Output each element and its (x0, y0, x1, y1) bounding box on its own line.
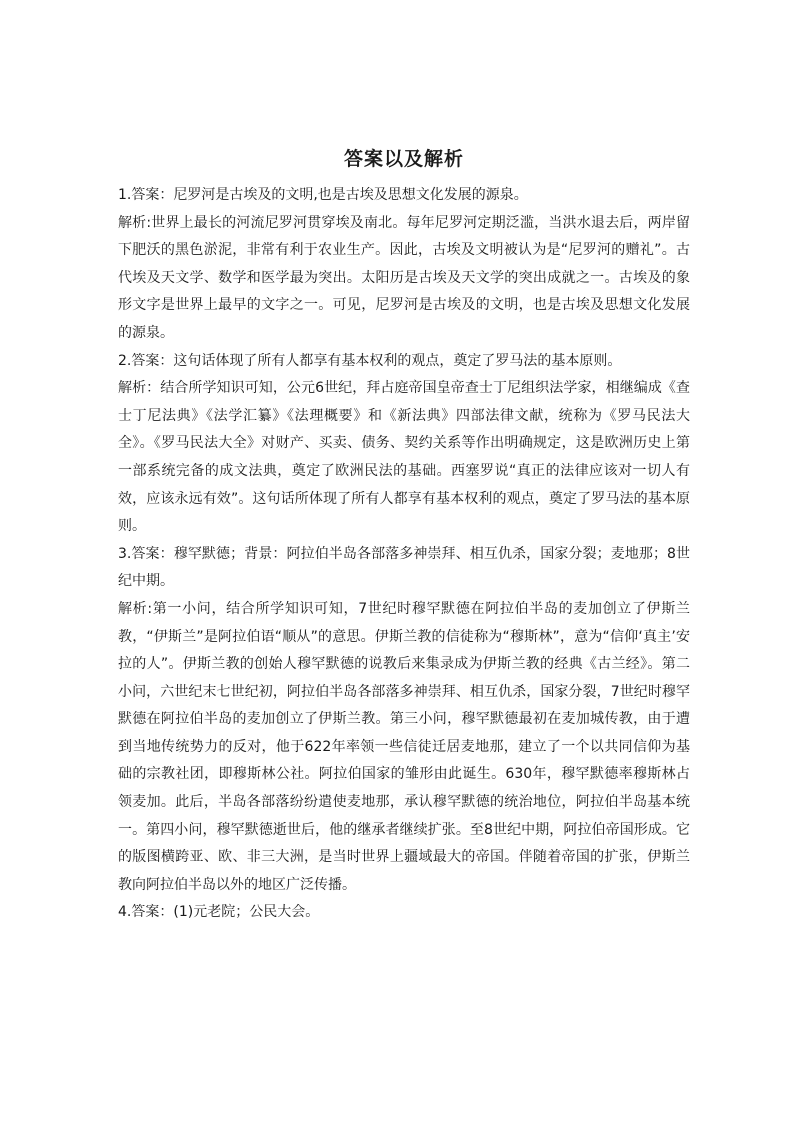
answer-4: 4.答案：(1)元老院；公民大会。 (118, 904, 320, 921)
document-title: 答案以及解析 (343, 148, 464, 170)
document-page (118, 146, 690, 927)
analysis-1: 解析:世界上最长的河流尼罗河贯穿埃及南北。每年尼罗河定期泛滥，当洪水退去后，两岸留下肥沃的黑色淤泥，非常有利于农业生产。因此，古埃及文明被认为是“尼罗河的赠礼”。古代埃及天文学、数学和医学最为突出。太阳历是古埃及天文学的突出成就之一。古埃及的象形文字是世界上最早的文字之一。可见，尼罗河是古埃及的文明，也是古埃及思想文化发展的源泉。 (118, 214, 690, 341)
answer-1: 1.答案：尼罗河是古埃及的文明,也是古埃及思想文化发展的源泉。 (118, 187, 528, 203)
analysis-2: 解析：结合所学知识可知，公元6世纪，拜占庭帝国皇帝查士丁尼组织法学家，相继编成《查士丁尼法典》《法学汇纂》《法理概要》和《新法典》四部法律文献，统称为《罗马民法大全》。《罗马民法大全》对财产、买卖、债务、契约关系等作出明确规定，这是欧洲历史上第一部系统完备的成文法典，奠定了欧洲民法的基础。西塞罗说“真正的法律应该对一切人有效，应该永远有效”。这句话所体现了所有人都享有基本权利的观点，奠定了罗马法的基本原则。 (118, 380, 690, 535)
answer-3: 3.答案：穆罕默德；背景：阿拉伯半岛各部落多神崇拜、相互仇杀，国家分裂；麦地那；8世纪中期。 (118, 545, 690, 590)
analysis-3: 解析:第一小问，结合所学知识可知，7世纪时穆罕默德在阿拉伯半岛的麦加创立了伊斯兰教，“伊斯兰”是阿拉伯语“顺从”的意思。伊斯兰教的信徒称为“穆斯林”，意为“信仰‘真主’安拉的人”。伊斯兰教的创始人穆罕默德的说教后来集录成为伊斯兰教的经典《古兰经》。第二小问，六世纪末七世纪初，阿拉伯半岛各部落多神崇拜、相互仇杀，国家分裂，7世纪时穆罕默德在阿拉伯半岛的麦加创立了伊斯兰教。第三小问，穆罕默德最初在麦加城传教，由于遭到当地传统势力的反对，他于622年率领一些信徒迁居麦地那，建立了一个以共同信仰为基础的宗教社团，即穆斯林公社。阿拉伯国家的雏形由此诞生。630年，穆罕默德率穆斯林占领麦加。此后，半岛各部落纷纷遣使麦地那，承认穆罕默德的统治地位，阿拉伯半岛基本统一。第四小问，穆罕默德逝世后，他的继承者继续扩张。至8世纪中期，阿拉伯帝国形成。它的版图横跨亚、欧、非三大洲，是当时世界上疆域最大的帝国。伴随着帝国的扩张，伊斯兰教向阿拉伯半岛以外的地区广泛传播。 (118, 600, 690, 893)
answer-2: 2.答案：这句话体现了所有人都享有基本权利的观点，奠定了罗马法的基本原则。 (118, 352, 622, 369)
